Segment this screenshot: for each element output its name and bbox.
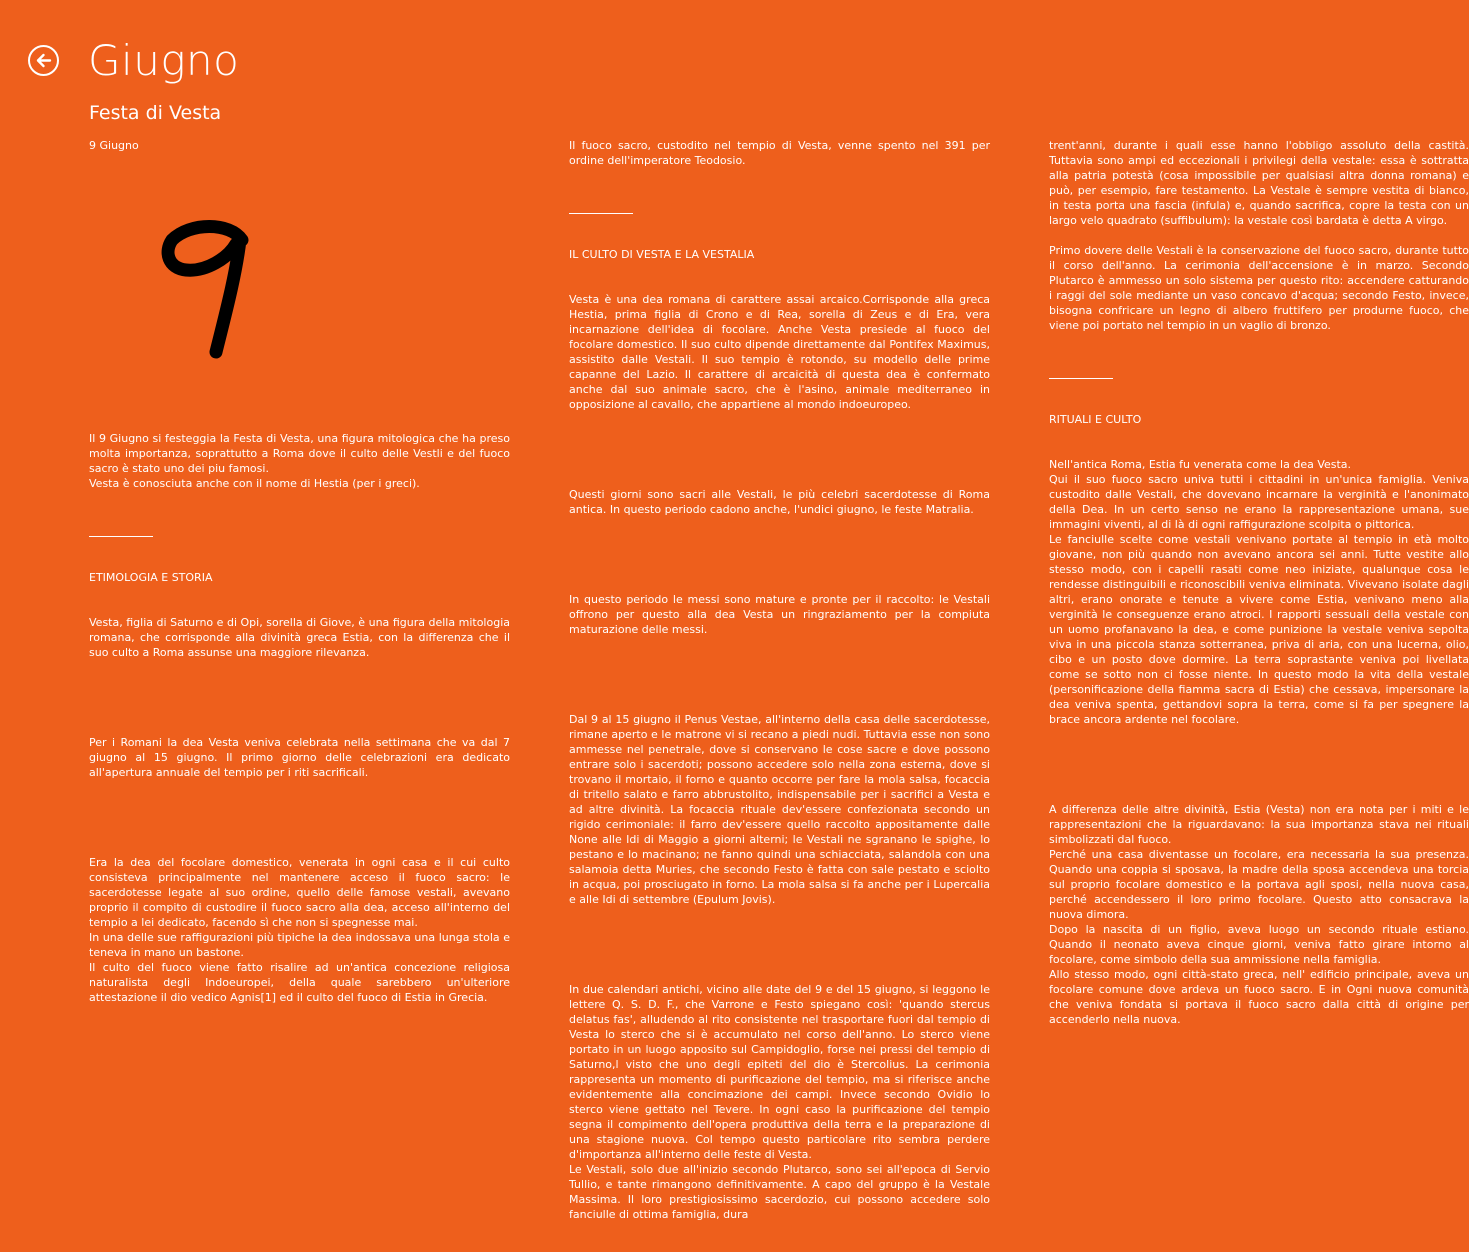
- paragraph-continued: trent'anni, durante i quali esse hanno l'obbligo assoluto della castità. Tuttavia sono ampi ed eccezionali i privilegi della vestale: essa è sottratta alla patria potestà (cosa impossibile per qualsiasi altra donna romana) e può, per esempio, fare testamento. La Vestale è sempre vestita di bianco, in testa porta una fascia (infula) e, quando sacrifica, copre la testa con un largo velo quadrato (suffibulum): la vestale così bardata è detta A virgo.: [1049, 139, 1469, 227]
- day-number-image: [160, 214, 260, 359]
- arrow-left-icon: [35, 52, 52, 69]
- section-heading-culto: IL CULTO DI VESTA E LA VESTALIA: [569, 248, 755, 261]
- section-heading-etimologia: ETIMOLOGIA E STORIA: [89, 571, 213, 584]
- section-divider: [1049, 378, 1113, 379]
- intro-paragraph: Il 9 Giugno si festeggia la Festa di Vesta, una figura mitologica che ha preso molta importanza, soprattutto a Roma dove il culto delle Vestli e del fuoco sacro è stato uno dei piu famosi. Vesta è conosciuta anche con il nome di Hestia (per i greci).: [89, 432, 510, 490]
- page-title: Giugno: [88, 36, 240, 85]
- paragraph: In due calendari antichi, vicino alle date del 9 e del 15 giugno, si leggono le lettere Q. S. D. F., che Varrone e Festo spiegano così: 'quando stercus delatus fas', alludendo al rito consistente nel trasportare fuori dal tempio di Vesta lo sterco che si è accumulato nel corso dell'anno. Lo sterco viene portato in un luogo apposito sul Campidoglio, forse nei pressi del tempio di Saturno,l visto che uno degli epiteti del dio è Stercolius. La cerimonia rappresenta un momento di purificazione del tempio, ma si riferisce anche evidentemente alla concimazione dei campi. Invece secondo Ovidio lo sterco viene gettato nel Tevere. In ogni caso la purificazione del tempio segna il compimento dell'opera produttiva della terra e la preparazione di una stagione nuova. Col tempo questo particolare rito sembra perdere d'importanza all'interno delle feste di Vesta. Le Vestali, solo due all'inizio secondo Plutarco, sono sei all'epoca di Servio Tullio, e tante rimangono definitivamente. A capo del gruppo è la Vestale Massima. Il loro prestigiosissimo sacerdozio, cui possono accedere solo fanciulle di ottima famiglia, dura: [569, 983, 990, 1221]
- text-column-2: [569, 108, 994, 1221]
- section-heading-rituali: RITUALI E CULTO: [1049, 413, 1142, 426]
- paragraph: In questo periodo le messi sono mature e pronte per il raccolto: le Vestali offrono per questo alla dea Vesta un ringraziamento per la compiuta maturazione delle messi.: [569, 593, 994, 636]
- paragraph: Per i Romani la dea Vesta veniva celebrata nella settimana che va dal 7 giugno al 15 giugno. Il primo giorno delle celebrazioni era dedicato all'apertura annuale del tempio per i riti sacrificali.: [89, 736, 514, 779]
- section-divider: [89, 536, 153, 537]
- text-column-1: [89, 401, 514, 1004]
- paragraph: Primo dovere delle Vestali è la conservazione del fuoco sacro, durante tutto il corso dell'anno. La cerimonia dell'accensione è in marzo. Secondo Plutarco è ammesso un solo sistema per questo rito: accendere catturando i raggi del sole mediante un vaso concavo d'acqua; secondo Festo, invece, bisogna confricare un legno di albero fruttifero per produrne fuoco, che viene poi portato nel tempio in un vaglio di bronzo.: [1049, 244, 1469, 332]
- event-title: Festa di Vesta: [89, 102, 222, 124]
- paragraph: Il fuoco sacro, custodito nel tempio di Vesta, venne spento nel 391 per ordine dell'imperatore Teodosio.: [569, 139, 994, 167]
- paragraph: A differenza delle altre divinità, Estia (Vesta) non era nota per i miti e le rappresentazioni che la riguardavano: la sua importanza stava nei rituali simbolizzati dal fuoco. Perché una casa diventasse un focolare, era necessaria la sua presenza. Quando una coppia si sposava, la madre della sposa accendeva una torcia sul proprio focolare domestico e la portava agli sposi, nella nuova casa, perché accendessero il loro primo focolare. Questo atto consacrava la nuova dimora. Dopo la nascita di un figlio, aveva luogo un secondo rituale estiano. Quando il neonato aveva cinque giorni, veniva fatto girare intorno al focolare, come simbolo della sua ammissione nella famiglia. Allo stesso modo, ogni città-stato greca, nell' edificio principale, aveva un focolare comune dove ardeva un fuoco sacro. E in Ogni nuova comunità che veniva fondata si portava il fuoco sacro dalla città di origine per accenderlo nella nuova.: [1049, 803, 1469, 1026]
- paragraph: Vesta, figlia di Saturno e di Opi, sorella di Giove, è una figura della mitologia romana, che corrisponde alla divinità greca Estia, con la differenza che il suo culto a Roma assunse una maggiore rilevanza.: [89, 616, 514, 659]
- text-column-3: [1049, 108, 1469, 1026]
- paragraph: Nell'antica Roma, Estia fu venerata come la dea Vesta. Qui il suo fuoco sacro univa tutti i cittadini in un'unica famiglia. Veniva custodito dalle Vestali, che dovevano incarnare la verginità e l'anonimato della Dea. In un certo senso ne erano la rappresentazione umana, sue immagini viventi, al di là di ogni raffigurazione scolpita o pittorica. Le fanciulle scelte come vestali venivano portate al tempio in età molto giovane, non più quando non avevano ancora sei anni. Tutte vestite allo stesso modo, con i capelli rasati come neo iniziate, qualunque cosa le rendesse distinguibili e riconoscibili veniva eliminata. Vivevano isolate dagli altri, erano onorate e tenute a vivere come Estia, venivano meno alla verginità le conseguenze erano atroci. I rapporti sessuali della vestale con un uomo profanavano la dea, e come punizione la vestale veniva sepolta viva in una piccola stanza sotterranea, priva di aria, con una lucerna, olio, cibo e un posto dove dormire. La terra soprastante veniva poi livellata come se sotto non ci fosse niente. In questo modo la vita della vestale (personificazione della fiamma sacra di Estia) che cessava, impersonare la dea veniva spenta, gettandovi sopra la terra, come si fa per spegnere la brace ancora ardente nel focolare.: [1049, 458, 1469, 726]
- paragraph: Questi giorni sono sacri alle Vestali, le più celebri sacerdotesse di Roma antica. In questo periodo cadono anche, l'undici giugno, le feste Matralia.: [569, 488, 994, 516]
- paragraph: Vesta è una dea romana di carattere assai arcaico.Corrisponde alla greca Hestia, prima figlia di Crono e di Rea, sorella di Zeus e di Era, vera incarnazione dell'idea di focolare. Anche Vesta presiede al fuoco del focolare domestico. Il suo culto dipende direttamente dal Pontifex Maximus, assistito dalle Vestali. Il suo tempio è rotondo, su modello delle prime capanne del Lazio. Il carattere di arcaicità di questa dea è confermato anche dal suo animale sacro, che è l'asino, animale mediterraneo in opposizione al cavallo, che appartiene al mondo indoeuropeo.: [569, 293, 994, 411]
- paragraph: Dal 9 al 15 giugno il Penus Vestae, all'interno della casa delle sacerdotesse, rimane aperto e le matrone vi si recano a piedi nudi. Tuttavia esse non sono ammesse nel penetrale, dove si conservano le cose sacre e dove possono entrare solo i sacerdoti; possono accedere solo nella zona esterna, dove si trovano il mortaio, il forno e quanto occorre per fare la mola salsa, focaccia di tritello salato e farro abbrustolito, indispensabile per i sacrifici a Vesta e ad altre divinità. La focaccia rituale dev'essere confezionata secondo un rigido cerimoniale: il farro dev'essere quello raccolto appositamente dalle None alle Idi di Maggio a giorni alterni; le Vestali ne sgranano le spighe, lo pestano e lo macinano; ne fanno quindi una schiacciata, salandola con una salamoia detta Muries, che secondo Festo è fatta con sale pestato e sciolto in acqua, poi prosciugato in forno. La mola salsa si fa anche per i Lupercalia e alle Idi di settembre (Epulum Jovis).: [569, 713, 994, 906]
- section-divider: [569, 213, 633, 214]
- paragraph: Era la dea del focolare domestico, venerata in ogni casa e il cui culto consisteva principalmente nel mantenere acceso il fuoco sacro: le sacerdotesse legate al suo ordine, quello delle famose vestali, avevano proprio il compito di custodire il fuoco sacro alla dea, acceso all'interno del tempio a lei dedicato, facendo sì che non si spegnesse mai. In una delle sue raffigurazioni più tipiche la dea indossava una lunga stola e teneva in mano un bastone. Il culto del fuoco viene fatto risalire ad un'antica concezione religiosa naturalista degli Indoeuropei, della quale sarebbero un'ulteriore attestazione il dio vedico Agnis[1] ed il culto del fuoco di Estia in Grecia.: [89, 856, 510, 1004]
- back-button[interactable]: [28, 45, 59, 76]
- event-date: 9 Giugno: [89, 139, 139, 152]
